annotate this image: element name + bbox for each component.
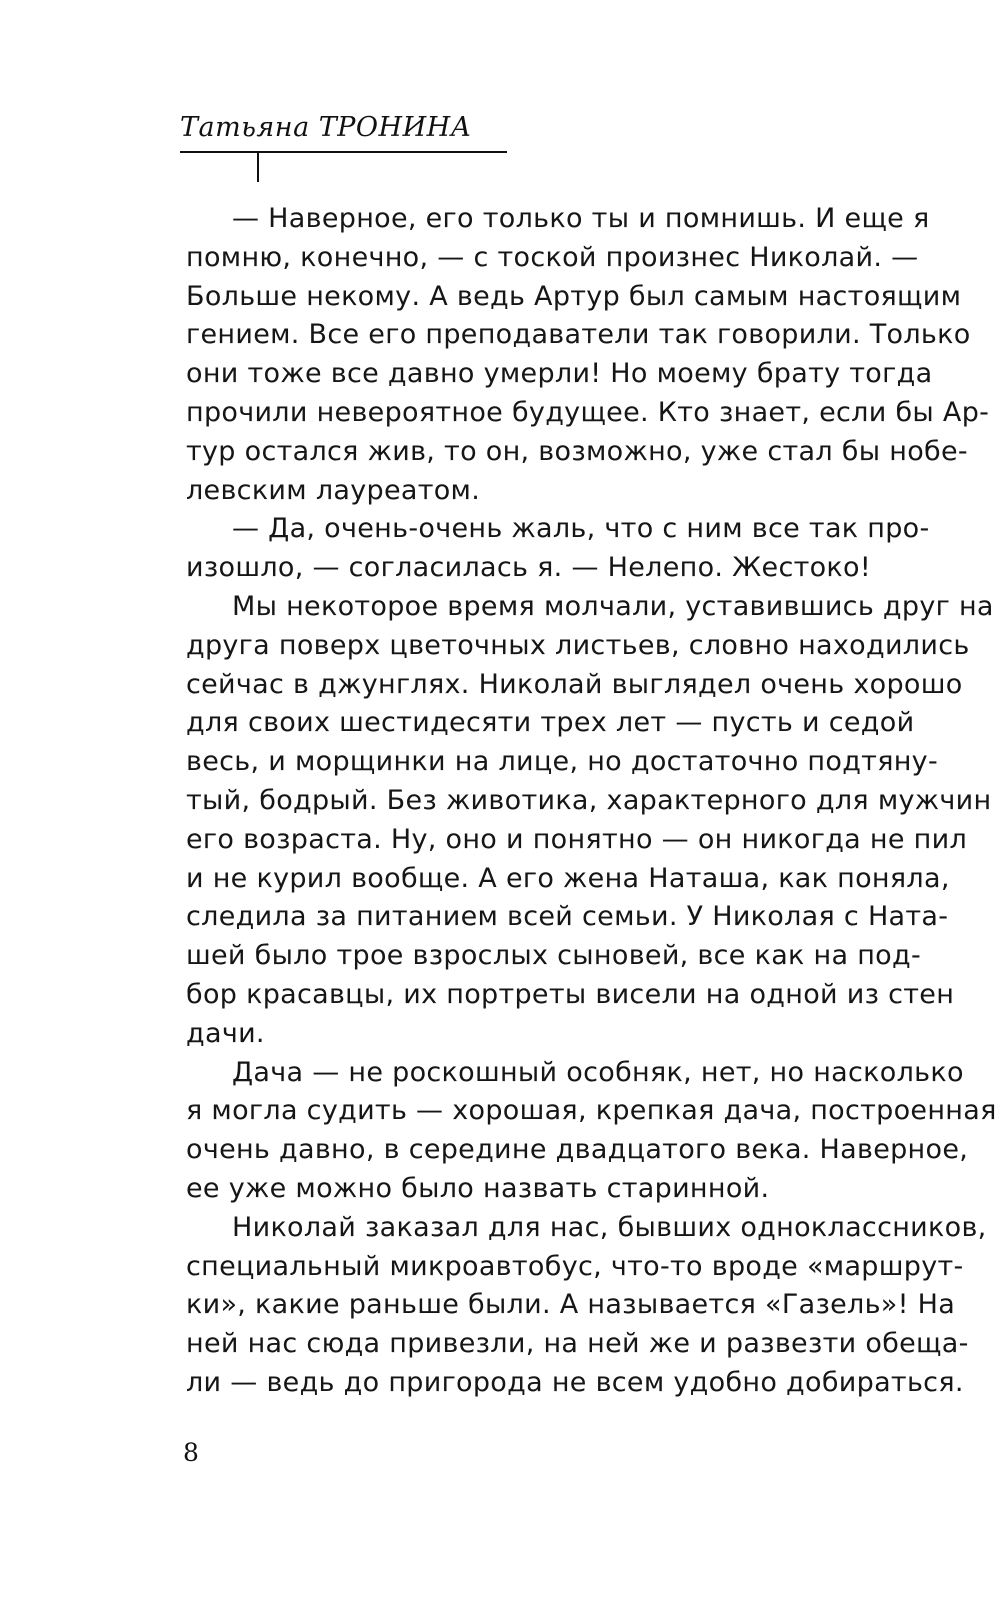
text-line: ее уже можно было назвать старинной. bbox=[186, 1172, 770, 1204]
text-line: они тоже все давно умерли! Но моему брату тогда bbox=[186, 358, 933, 390]
text-line: очень давно, в середине двадцатого века. Наверное, bbox=[186, 1134, 969, 1166]
text-line: Мы некоторое время молчали, уставившись друг на bbox=[232, 590, 994, 622]
header-rule-tick bbox=[257, 152, 259, 182]
text-line: ней нас сюда привезли, на ней же и развезти обеща- bbox=[186, 1328, 969, 1360]
text-line: — Наверное, его только ты и помнишь. И еще я bbox=[232, 203, 930, 234]
text-line: изошло, — согласилась я. — Нелепо. Жестоко! bbox=[186, 552, 871, 584]
text-line: его возраста. Ну, оно и понятно — он никогда не пил bbox=[186, 823, 968, 855]
text-line: Больше некому. А ведь Артур был самым настоящим bbox=[186, 280, 962, 312]
text-line: бор красавцы, их портреты висели на одной из стен bbox=[186, 978, 955, 1010]
text-line: следила за питанием всей семьи. У Николая с Ната- bbox=[186, 901, 949, 933]
text-line: ки», какие раньше были. А называется «Газель»! На bbox=[186, 1289, 956, 1321]
text-line: для своих шестидесяти трех лет — пусть и седой bbox=[186, 707, 915, 739]
text-line: специальный микроавтобус, что-то вроде «маршрут- bbox=[186, 1250, 964, 1282]
text-line: друга поверх цветочных листьев, словно находились bbox=[186, 629, 970, 661]
text-line: я могла судить — хорошая, крепкая дача, построенная bbox=[186, 1095, 997, 1127]
text-line: — Да, очень-очень жаль, что с ним все так про- bbox=[232, 513, 930, 545]
running-head-author: Татьяна ТРОНИНА bbox=[180, 112, 472, 143]
body-text bbox=[186, 200, 997, 1403]
text-line: гением. Все его преподаватели так говорили. Только bbox=[186, 319, 971, 351]
text-line: Николай заказал для нас, бывших одноклассников, bbox=[232, 1211, 987, 1243]
text-line: помню, конечно, — с тоской произнес Николай. — bbox=[186, 241, 919, 273]
text-line: тур остался жив, то он, возможно, уже стал бы нобе- bbox=[186, 435, 968, 467]
text-line: и не курил вообще. А его жена Наташа, как поняла, bbox=[186, 862, 950, 894]
text-line: прочили невероятное будущее. Кто знает, если бы Ар- bbox=[186, 396, 990, 428]
page-number: 8 bbox=[183, 1438, 199, 1467]
text-line: весь, и морщинки на лице, но достаточно подтяну- bbox=[186, 746, 939, 778]
text-line: сейчас в джунглях. Николай выглядел очень хорошо bbox=[186, 668, 963, 700]
text-line: дачи. bbox=[186, 1017, 265, 1049]
text-line: шей было трое взрослых сыновей, все как на под- bbox=[186, 940, 921, 972]
header-rule-divider bbox=[180, 151, 507, 153]
text-line: левским лауреатом. bbox=[186, 474, 481, 506]
text-line: ли — ведь до пригорода не всем удобно добираться. bbox=[186, 1366, 964, 1398]
text-line: тый, бодрый. Без животика, характерного для мужчин bbox=[186, 784, 992, 816]
text-line: Дача — не роскошный особняк, нет, но насколько bbox=[232, 1056, 964, 1088]
